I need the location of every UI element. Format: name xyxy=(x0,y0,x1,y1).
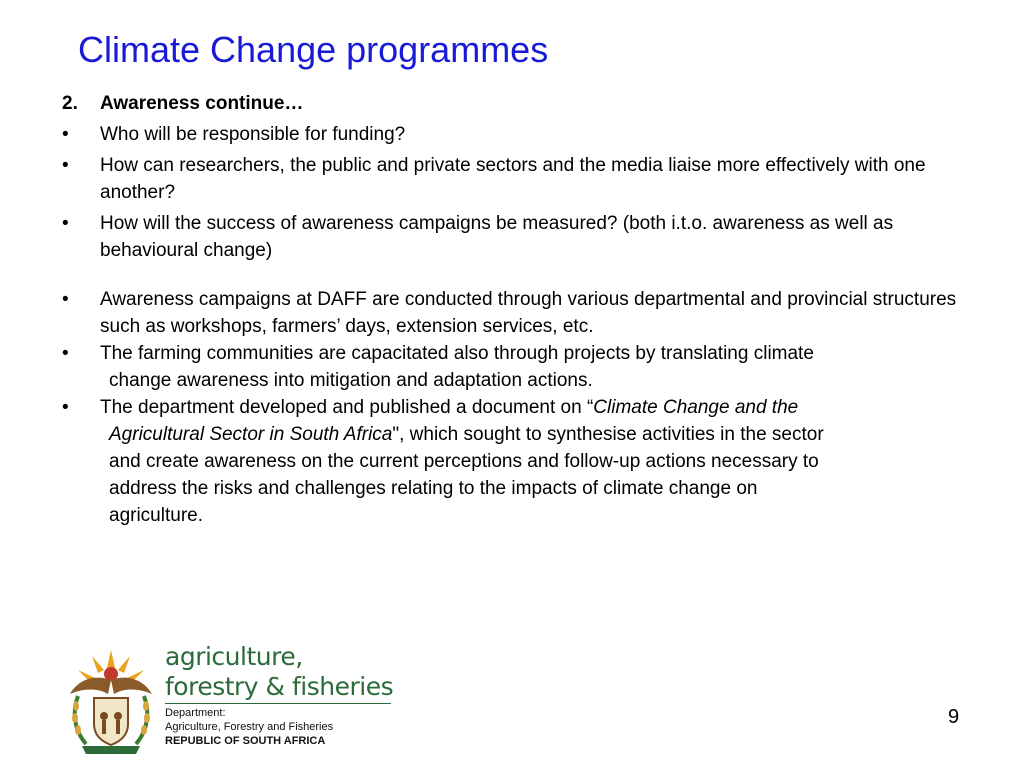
bullet-text-line: The department developed and published a document on “ xyxy=(100,397,594,418)
logo-text-agriculture: agriculture, xyxy=(165,642,303,671)
bullet-glyph: • xyxy=(62,155,69,176)
bullet-item xyxy=(62,152,992,206)
bullet-glyph: • xyxy=(62,213,69,234)
bullet-glyph: • xyxy=(62,397,69,418)
logo-divider xyxy=(165,703,391,704)
bullet-item xyxy=(62,394,992,529)
slide-body xyxy=(62,90,992,529)
section-heading xyxy=(62,90,992,117)
bullet-item xyxy=(62,286,992,340)
bullet-glyph: • xyxy=(62,343,69,364)
bullet-text: How can researchers, the public and private sectors and the media liaise more effectively with one another? xyxy=(100,155,926,203)
bullet-item xyxy=(62,340,992,394)
department-name: Agriculture, Forestry and Fisheries xyxy=(165,721,334,733)
bullet-text: Awareness campaigns at DAFF are conducted through various departmental and provincial structures such as workshops, farmers’ days, extension services, etc. xyxy=(100,289,957,337)
bullet-text: How will the success of awareness campaigns be measured? (both i.t.o. awareness as well as behavioural change) xyxy=(100,213,894,261)
bullet-text-line: and create awareness on the current perceptions and follow-up actions necessary to xyxy=(109,451,819,472)
bullet-text-line: agriculture. xyxy=(109,505,203,526)
department-logo xyxy=(64,640,404,755)
bullet-item xyxy=(62,210,992,264)
bullet-text-line: ", which sought to synthesise activities in the sector xyxy=(392,424,824,445)
bullet-text: Who will be responsible for funding? xyxy=(100,124,406,145)
document-title-italic: Climate Change and the xyxy=(593,397,799,418)
page-number: 9 xyxy=(948,706,960,728)
bullet-item xyxy=(62,121,992,148)
coat-of-arms-icon xyxy=(64,646,158,756)
heading-number: 2. xyxy=(62,93,78,114)
bullet-text-line: The farming communities are capacitated also through projects by translating climate xyxy=(100,343,814,364)
logo-text-forestry-fisheries: forestry & fisheries xyxy=(165,672,394,701)
country-name: REPUBLIC OF SOUTH AFRICA xyxy=(165,735,326,747)
bullet-glyph: • xyxy=(62,124,69,145)
department-label: Department: xyxy=(165,707,226,719)
slide-title: Climate Change programmes xyxy=(78,29,549,70)
heading-text: Awareness continue… xyxy=(100,93,304,114)
document-title-italic: Agricultural Sector in South Africa xyxy=(109,424,393,445)
bullet-text-line: address the risks and challenges relating to the impacts of climate change on xyxy=(109,478,758,499)
bullet-glyph: • xyxy=(62,289,69,310)
bullet-text-line: change awareness into mitigation and adaptation actions. xyxy=(109,370,593,391)
